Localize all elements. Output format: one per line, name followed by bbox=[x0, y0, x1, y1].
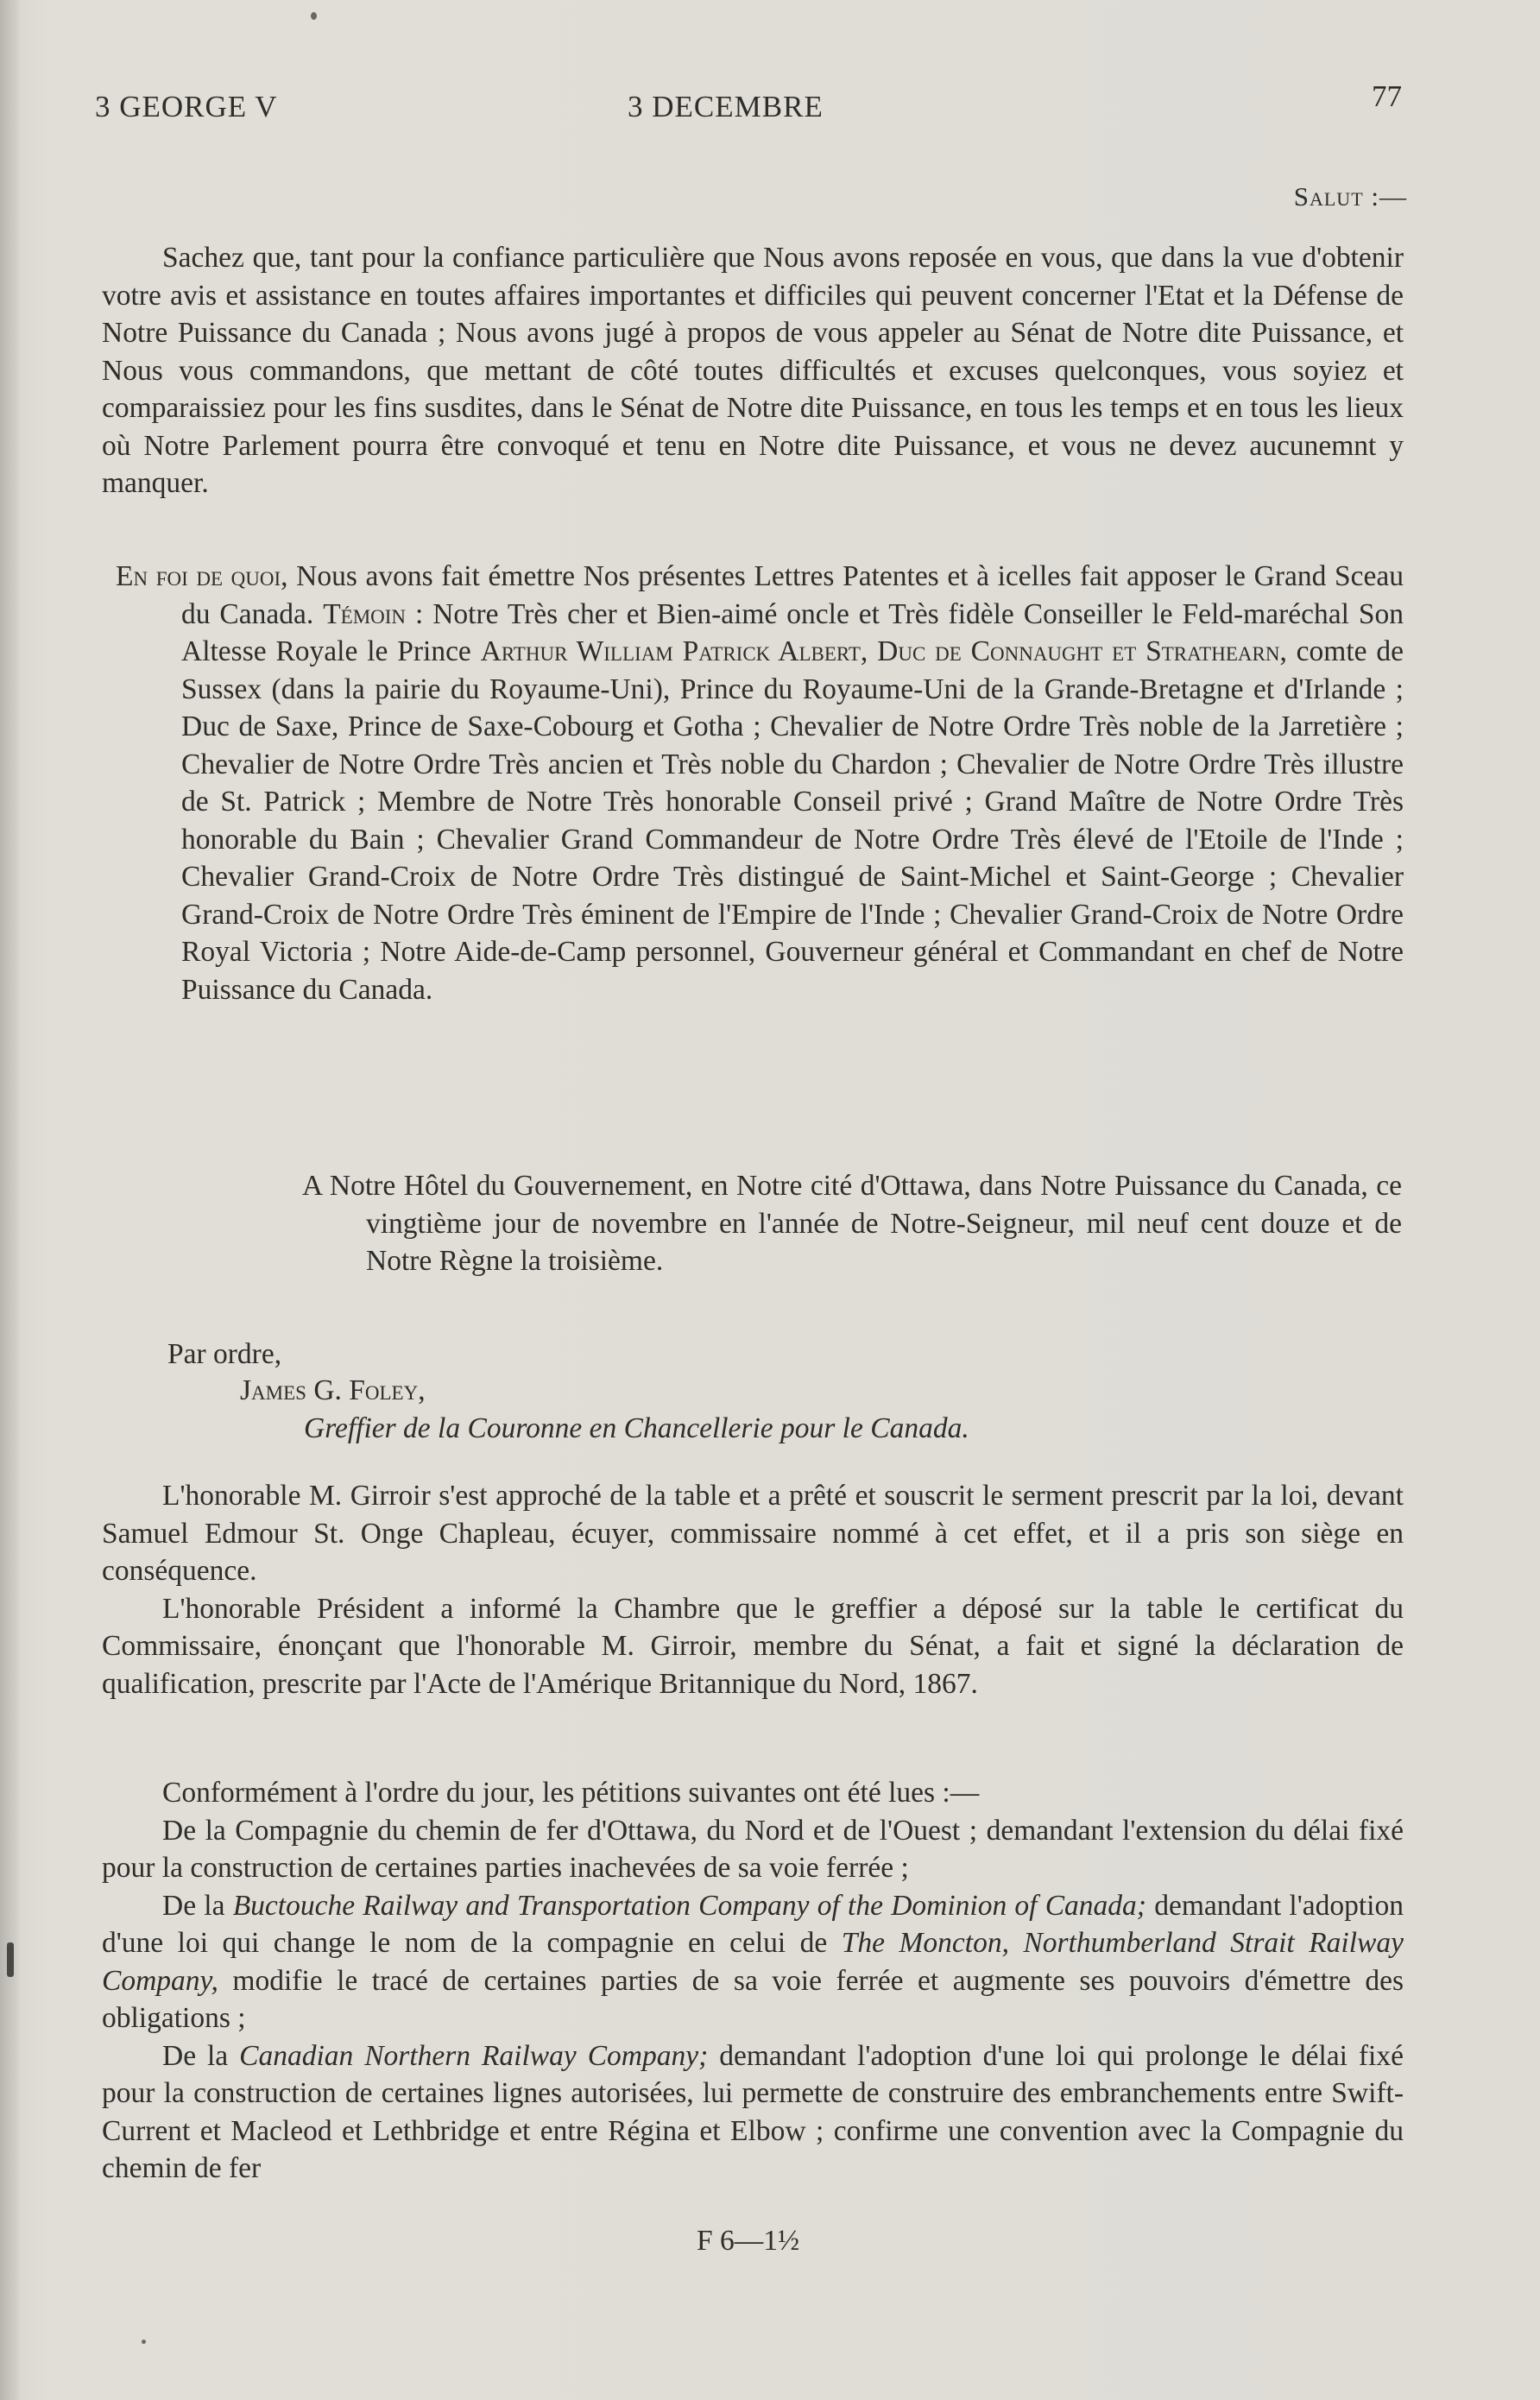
proceedings-block bbox=[102, 1477, 1404, 1702]
girroir-oath-paragraph: L'honorable M. Girroir s'est approché de la table et a prêté et souscrit le serment prescrit par la loi, devant Samuel Edmour St. Onge Chapleau, écuyer, commissaire nommé à cet effet, et il a pris son siège en conséquence. bbox=[102, 1480, 1404, 1587]
page-header bbox=[95, 79, 1402, 138]
intro-text: Sachez que, tant pour la confiance particulière que Nous avons reposée en vous, que dans la vue d'obtenir votre avis et assistance en toutes affaires importantes et difficiles qui peuvent concerner l'Etat et la Défense de Notre Puissance du Canada ; Nous avons jugé à propos de vous appeler au Sénat de Notre dite Puissance, et Nous vous commandons, que mettant de côté toutes difficultés et excuses quelconques, vous soyiez et comparaissiez pour les fins susdites, dans le Sénat de Notre dite Puissance, en tous les temps et en tous les lieux où Notre Parlement pourra être convoqué et tenu en Notre dite Puissance, et vous ne devez aucunemnt y manquer. bbox=[102, 242, 1404, 499]
testimony-block bbox=[116, 558, 1404, 1008]
testimony-opening: En foi de quoi, bbox=[116, 560, 288, 592]
cn-text-1: De la bbox=[162, 2039, 240, 2072]
scan-mark bbox=[7, 1942, 14, 1977]
testimony-text-3: comte de Sussex (dans la pairie du Royaume-Uni), Prince du Royaume-Uni de la Grande-Bretagne et d'Irlande ; Duc de Saxe, Prince de Saxe-Cobourg et Gotha ; Chevalier de Notre Ordre Très noble de la Jarretière ; Chevalier de Notre Ordre Très ancien et Très noble du Chardon ; Chevalier de Notre Ordre Très illustre de St. Patrick ; Membre de Notre Très honorable Conseil privé ; Grand Maître de Notre Ordre Très honorable du Bain ; Chevalier Grand Commandeur de Notre Ordre Très élevé de l'Etoile de l'Inde ; Chevalier Grand-Croix de Notre Ordre Très distingué de Saint-Michel et Saint-George ; Chevalier Grand-Croix de Notre Ordre Très éminent de l'Empire de l'Inde ; Chevalier Grand-Croix de Notre Ordre Royal Victoria ; Notre Aide-de-Camp personnel, Gouverneur général et Commandant en chef de Notre Puissance du Canada. bbox=[181, 635, 1404, 1006]
petitions-intro: Conformément à l'ordre du jour, les pétitions suivantes ont été lues :— bbox=[162, 1777, 980, 1809]
buctouche-text-2: demandant l'adoption d'une loi qui change le nom de la compagnie en celui de bbox=[102, 1889, 1404, 1959]
petition-ottawa: De la Compagnie du chemin de fer d'Ottawa, du Nord et de l'Ouest ; demandant l'extension du délai fixé pour la construction de certaines parties inachevées de sa voie ferrée ; bbox=[102, 1814, 1404, 1884]
cn-text-2: demandant l'adoption d'une loi qui prolonge le délai fixé pour la construction de certaines lignes autorisées, lui permette de construire des embranchements entre Swift-Current et Macleod et Lethbridge et entre Régina et Elbow ; confirme une convention avec la Compagnie du chemin de fer bbox=[102, 2039, 1404, 2184]
header-date: 3 DECEMBRE bbox=[628, 90, 824, 123]
signatory-name: James G. Foley, bbox=[240, 1374, 426, 1406]
signature-mark: F 6—1½ bbox=[697, 2225, 800, 2257]
salutation: Salut :— bbox=[1293, 181, 1407, 212]
buctouche-text-3: modifie le tracé de certaines parties de sa voie ferrée et augmente ses pouvoirs d'émettre des obligations ; bbox=[102, 1964, 1404, 2034]
petition-canadian-northern bbox=[102, 2037, 1404, 2188]
petition-buctouche bbox=[102, 1887, 1404, 2037]
header-reign: 3 GEORGE V bbox=[95, 90, 278, 123]
par-ordre: Par ordre, bbox=[167, 1338, 282, 1370]
testimony-text-1: Nous avons fait émettre Nos présentes Lettres Patentes et à icelles fait apposer le Grand Sceau du Canada. bbox=[181, 560, 1404, 630]
place-block bbox=[302, 1167, 1402, 1280]
petitions-block bbox=[102, 1774, 1404, 2188]
temoin-label: Témoin : bbox=[323, 597, 424, 630]
page-number: 77 bbox=[1372, 79, 1402, 113]
testimony-paragraph bbox=[116, 558, 1404, 1008]
buctouche-company: Buctouche Railway and Transportation Company of the Dominion of Canada; bbox=[232, 1889, 1146, 1922]
binding-gutter bbox=[0, 0, 19, 2400]
signatory-title: Greffier de la Couronne en Chancellerie pour le Canada. bbox=[304, 1412, 969, 1444]
moncton-company: The Moncton, Northumberland Strait Railway Company, bbox=[102, 1927, 1404, 1997]
signature-block bbox=[240, 1372, 969, 1447]
scan-speck bbox=[311, 12, 317, 20]
place-text: A Notre Hôtel du Gouvernement, en Notre cité d'Ottawa, dans Notre Puissance du Canada, ce vingtième jour de novembre en l'année de Notre-Seigneur, mil neuf cent douze et de Notre Règne la troisième. bbox=[302, 1170, 1402, 1277]
cn-company: Canadian Northern Railway Company; bbox=[239, 2039, 709, 2072]
buctouche-text-1: De la bbox=[162, 1889, 233, 1922]
intro-paragraph bbox=[102, 239, 1404, 502]
scan-speck bbox=[142, 2340, 146, 2344]
president-info-paragraph: L'honorable Président a informé la Chambre que le greffier a déposé sur la table le certificat du Commissaire, énonçant que l'honorable M. Girroir, membre du Sénat, a fait et signé la déclaration de qualification, prescrite par l'Acte de l'Amérique Britannique du Nord, 1867. bbox=[102, 1592, 1404, 1700]
prince-name: Arthur William Patrick Albert, Duc de Connaught et Strathearn, bbox=[480, 635, 1287, 667]
testimony-text-2: Notre Très cher et Bien-aimé oncle et Très fidèle Conseiller le Feld-maréchal Son Altesse Royale le Prince bbox=[181, 597, 1404, 667]
